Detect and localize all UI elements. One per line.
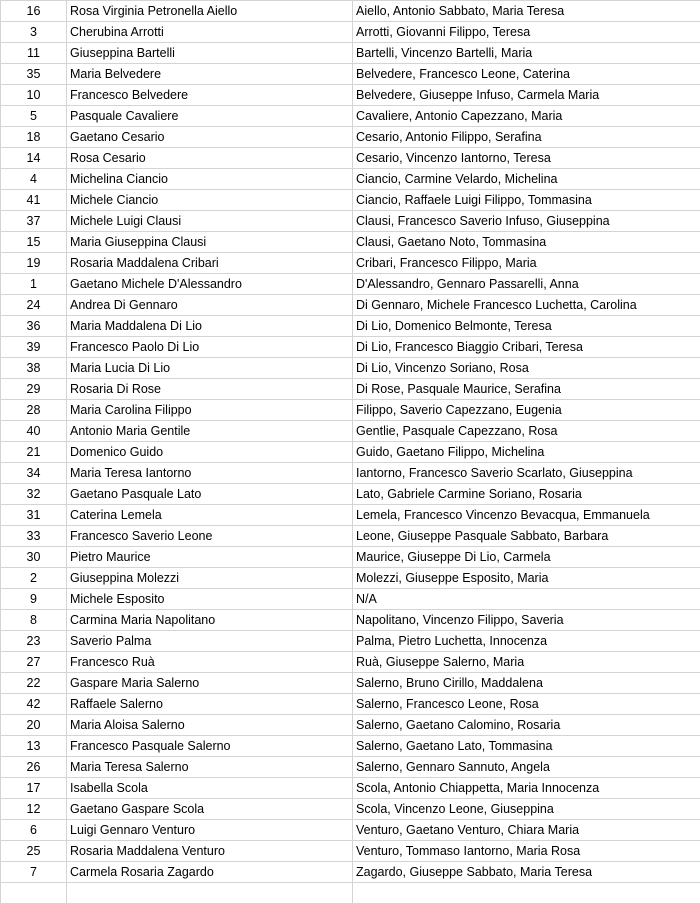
id-cell[interactable]: 25 — [1, 841, 67, 862]
id-cell[interactable]: 38 — [1, 358, 67, 379]
name-cell[interactable]: Rosaria Di Rose — [67, 379, 353, 400]
id-cell[interactable]: 11 — [1, 43, 67, 64]
id-cell[interactable]: 22 — [1, 673, 67, 694]
parents-cell[interactable]: Lemela, Francesco Vincenzo Bevacqua, Emmanuela — [353, 505, 700, 526]
table-row — [1, 253, 700, 274]
table-row — [1, 883, 700, 904]
parents-cell[interactable]: Ciancio, Carmine Velardo, Michelina — [353, 169, 700, 190]
name-cell[interactable]: Maria Aloisa Salerno — [67, 715, 353, 736]
id-cell[interactable]: 16 — [1, 1, 67, 22]
name-cell[interactable]: Rosa Virginia Petronella Aiello — [67, 1, 353, 22]
parents-cell[interactable]: Clausi, Gaetano Noto, Tommasina — [353, 232, 700, 253]
id-cell[interactable]: 10 — [1, 85, 67, 106]
id-cell[interactable]: 39 — [1, 337, 67, 358]
table-row — [1, 274, 700, 295]
table-row — [1, 463, 700, 484]
table-row — [1, 190, 700, 211]
id-cell[interactable]: 37 — [1, 211, 67, 232]
id-cell[interactable]: 14 — [1, 148, 67, 169]
parents-cell[interactable]: N/A — [353, 589, 700, 610]
id-cell[interactable]: 41 — [1, 190, 67, 211]
name-cell[interactable]: Gaetano Cesario — [67, 127, 353, 148]
spreadsheet-body — [1, 1, 700, 904]
parents-cell[interactable]: Filippo, Saverio Capezzano, Eugenia — [353, 400, 700, 421]
name-cell[interactable]: Giuseppina Molezzi — [67, 568, 353, 589]
parents-cell[interactable]: Di Lio, Vincenzo Soriano, Rosa — [353, 358, 700, 379]
id-cell[interactable]: 33 — [1, 526, 67, 547]
table-row — [1, 568, 700, 589]
parents-cell[interactable]: Venturo, Tommaso Iantorno, Maria Rosa — [353, 841, 700, 862]
name-cell[interactable]: Maria Giuseppina Clausi — [67, 232, 353, 253]
id-cell[interactable]: 4 — [1, 169, 67, 190]
id-cell[interactable]: 6 — [1, 820, 67, 841]
parents-cell[interactable]: Guido, Gaetano Filippo, Michelina — [353, 442, 700, 463]
name-cell[interactable]: Francesco Pasquale Salerno — [67, 736, 353, 757]
name-cell[interactable]: Gaetano Gaspare Scola — [67, 799, 353, 820]
name-cell[interactable]: Rosa Cesario — [67, 148, 353, 169]
id-cell[interactable]: 35 — [1, 64, 67, 85]
name-cell[interactable]: Rosaria Maddalena Venturo — [67, 841, 353, 862]
table-row — [1, 547, 700, 568]
table-row — [1, 484, 700, 505]
name-cell[interactable]: Michelina Ciancio — [67, 169, 353, 190]
table-row — [1, 295, 700, 316]
parents-cell[interactable]: Scola, Antonio Chiappetta, Maria Innocenza — [353, 778, 700, 799]
name-cell[interactable]: Michele Esposito — [67, 589, 353, 610]
parents-cell[interactable]: Venturo, Gaetano Venturo, Chiara Maria — [353, 820, 700, 841]
table-row — [1, 337, 700, 358]
name-cell[interactable]: Francesco Ruà — [67, 652, 353, 673]
table-row — [1, 211, 700, 232]
id-cell[interactable]: 5 — [1, 106, 67, 127]
name-cell[interactable]: Luigi Gennaro Venturo — [67, 820, 353, 841]
name-cell[interactable] — [67, 883, 353, 904]
table-row — [1, 442, 700, 463]
name-cell[interactable]: Francesco Belvedere — [67, 85, 353, 106]
parents-cell[interactable]: Molezzi, Giuseppe Esposito, Maria — [353, 568, 700, 589]
parents-cell[interactable]: Clausi, Francesco Saverio Infuso, Giuseppina — [353, 211, 700, 232]
name-cell[interactable]: Raffaele Salerno — [67, 694, 353, 715]
parents-cell[interactable]: Ruà, Giuseppe Salerno, Maria — [353, 652, 700, 673]
name-cell[interactable]: Pietro Maurice — [67, 547, 353, 568]
parents-cell[interactable]: Lato, Gabriele Carmine Soriano, Rosaria — [353, 484, 700, 505]
table-row — [1, 127, 700, 148]
parents-cell[interactable] — [353, 883, 700, 904]
name-cell[interactable]: Isabella Scola — [67, 778, 353, 799]
name-cell[interactable]: Cherubina Arrotti — [67, 22, 353, 43]
name-cell[interactable]: Michele Luigi Clausi — [67, 211, 353, 232]
id-cell[interactable]: 31 — [1, 505, 67, 526]
name-cell[interactable]: Carmela Rosaria Zagardo — [67, 862, 353, 883]
table-row — [1, 673, 700, 694]
parents-cell[interactable]: Salerno, Gaetano Lato, Tommasina — [353, 736, 700, 757]
name-cell[interactable]: Gaetano Pasquale Lato — [67, 484, 353, 505]
table-row — [1, 400, 700, 421]
table-row — [1, 736, 700, 757]
parents-cell[interactable]: Leone, Giuseppe Pasquale Sabbato, Barbara — [353, 526, 700, 547]
name-cell[interactable]: Maria Teresa Salerno — [67, 757, 353, 778]
table-row — [1, 778, 700, 799]
id-cell[interactable]: 13 — [1, 736, 67, 757]
id-cell[interactable]: 24 — [1, 295, 67, 316]
table-row — [1, 1, 700, 22]
parents-cell[interactable]: D'Alessandro, Gennaro Passarelli, Anna — [353, 274, 700, 295]
parents-cell[interactable]: Gentlie, Pasquale Capezzano, Rosa — [353, 421, 700, 442]
parents-cell[interactable]: Napolitano, Vincenzo Filippo, Saveria — [353, 610, 700, 631]
id-cell[interactable]: 23 — [1, 631, 67, 652]
parents-cell[interactable]: Cesario, Vincenzo Iantorno, Teresa — [353, 148, 700, 169]
parents-cell[interactable]: Aiello, Antonio Sabbato, Maria Teresa — [353, 1, 700, 22]
name-cell[interactable]: Giuseppina Bartelli — [67, 43, 353, 64]
parents-cell[interactable]: Di Lio, Domenico Belmonte, Teresa — [353, 316, 700, 337]
table-row — [1, 589, 700, 610]
table-row — [1, 85, 700, 106]
parents-cell[interactable]: Scola, Vincenzo Leone, Giuseppina — [353, 799, 700, 820]
id-cell[interactable]: 19 — [1, 253, 67, 274]
id-cell[interactable]: 15 — [1, 232, 67, 253]
id-cell[interactable]: 20 — [1, 715, 67, 736]
table-row — [1, 358, 700, 379]
name-cell[interactable]: Maria Lucia Di Lio — [67, 358, 353, 379]
table-row — [1, 505, 700, 526]
name-cell[interactable]: Antonio Maria Gentile — [67, 421, 353, 442]
name-cell[interactable]: Saverio Palma — [67, 631, 353, 652]
table-row — [1, 106, 700, 127]
table-row — [1, 316, 700, 337]
table-row — [1, 757, 700, 778]
table-row — [1, 715, 700, 736]
id-cell[interactable]: 9 — [1, 589, 67, 610]
table-row — [1, 610, 700, 631]
id-cell[interactable]: 17 — [1, 778, 67, 799]
parents-cell[interactable]: Iantorno, Francesco Saverio Scarlato, Giuseppina — [353, 463, 700, 484]
id-cell[interactable]: 42 — [1, 694, 67, 715]
id-cell[interactable]: 26 — [1, 757, 67, 778]
name-cell[interactable]: Michele Ciancio — [67, 190, 353, 211]
id-cell[interactable]: 12 — [1, 799, 67, 820]
id-cell[interactable]: 2 — [1, 568, 67, 589]
parents-cell[interactable]: Cribari, Francesco Filippo, Maria — [353, 253, 700, 274]
parents-cell[interactable]: Cavaliere, Antonio Capezzano, Maria — [353, 106, 700, 127]
table-row — [1, 232, 700, 253]
parents-cell[interactable]: Salerno, Francesco Leone, Rosa — [353, 694, 700, 715]
parents-cell[interactable]: Zagardo, Giuseppe Sabbato, Maria Teresa — [353, 862, 700, 883]
table-row — [1, 694, 700, 715]
table-row — [1, 43, 700, 64]
parents-cell[interactable]: Salerno, Bruno Cirillo, Maddalena — [353, 673, 700, 694]
name-cell[interactable]: Maria Carolina Filippo — [67, 400, 353, 421]
name-cell[interactable]: Gaspare Maria Salerno — [67, 673, 353, 694]
table-row — [1, 799, 700, 820]
parents-cell[interactable]: Salerno, Gaetano Calomino, Rosaria — [353, 715, 700, 736]
name-cell[interactable]: Domenico Guido — [67, 442, 353, 463]
table-row — [1, 22, 700, 43]
table-row — [1, 169, 700, 190]
parents-cell[interactable]: Ciancio, Raffaele Luigi Filippo, Tommasina — [353, 190, 700, 211]
id-cell[interactable]: 28 — [1, 400, 67, 421]
parents-cell[interactable]: Di Rose, Pasquale Maurice, Serafina — [353, 379, 700, 400]
name-cell[interactable]: Carmina Maria Napolitano — [67, 610, 353, 631]
table-row — [1, 64, 700, 85]
name-cell[interactable]: Maria Teresa Iantorno — [67, 463, 353, 484]
parents-cell[interactable]: Bartelli, Vincenzo Bartelli, Maria — [353, 43, 700, 64]
parents-cell[interactable]: Di Lio, Francesco Biaggio Cribari, Teresa — [353, 337, 700, 358]
parents-cell[interactable]: Palma, Pietro Luchetta, Innocenza — [353, 631, 700, 652]
table-row — [1, 526, 700, 547]
name-cell[interactable]: Francesco Paolo Di Lio — [67, 337, 353, 358]
parents-cell[interactable]: Di Gennaro, Michele Francesco Luchetta, Carolina — [353, 295, 700, 316]
id-cell[interactable]: 34 — [1, 463, 67, 484]
parents-cell[interactable]: Maurice, Giuseppe Di Lio, Carmela — [353, 547, 700, 568]
id-cell[interactable] — [1, 883, 67, 904]
name-cell[interactable]: Gaetano Michele D'Alessandro — [67, 274, 353, 295]
id-cell[interactable]: 18 — [1, 127, 67, 148]
table-row — [1, 862, 700, 883]
parents-cell[interactable]: Salerno, Gennaro Sannuto, Angela — [353, 757, 700, 778]
name-cell[interactable]: Maria Belvedere — [67, 64, 353, 85]
id-cell[interactable]: 3 — [1, 22, 67, 43]
id-cell[interactable]: 8 — [1, 610, 67, 631]
id-cell[interactable]: 30 — [1, 547, 67, 568]
name-cell[interactable]: Pasquale Cavaliere — [67, 106, 353, 127]
name-cell[interactable]: Maria Maddalena Di Lio — [67, 316, 353, 337]
table-row — [1, 379, 700, 400]
name-cell[interactable]: Rosaria Maddalena Cribari — [67, 253, 353, 274]
table-row — [1, 652, 700, 673]
id-cell[interactable]: 40 — [1, 421, 67, 442]
name-cell[interactable]: Caterina Lemela — [67, 505, 353, 526]
name-cell[interactable]: Francesco Saverio Leone — [67, 526, 353, 547]
parents-cell[interactable]: Arrotti, Giovanni Filippo, Teresa — [353, 22, 700, 43]
table-row — [1, 820, 700, 841]
table-row — [1, 148, 700, 169]
parents-cell[interactable]: Cesario, Antonio Filippo, Serafina — [353, 127, 700, 148]
id-cell[interactable]: 7 — [1, 862, 67, 883]
table-row — [1, 631, 700, 652]
id-cell[interactable]: 29 — [1, 379, 67, 400]
id-cell[interactable]: 32 — [1, 484, 67, 505]
name-cell[interactable]: Andrea Di Gennaro — [67, 295, 353, 316]
id-cell[interactable]: 1 — [1, 274, 67, 295]
id-cell[interactable]: 21 — [1, 442, 67, 463]
parents-cell[interactable]: Belvedere, Francesco Leone, Caterina — [353, 64, 700, 85]
id-cell[interactable]: 27 — [1, 652, 67, 673]
parents-cell[interactable]: Belvedere, Giuseppe Infuso, Carmela Maria — [353, 85, 700, 106]
id-cell[interactable]: 36 — [1, 316, 67, 337]
table-row — [1, 841, 700, 862]
table-row — [1, 421, 700, 442]
